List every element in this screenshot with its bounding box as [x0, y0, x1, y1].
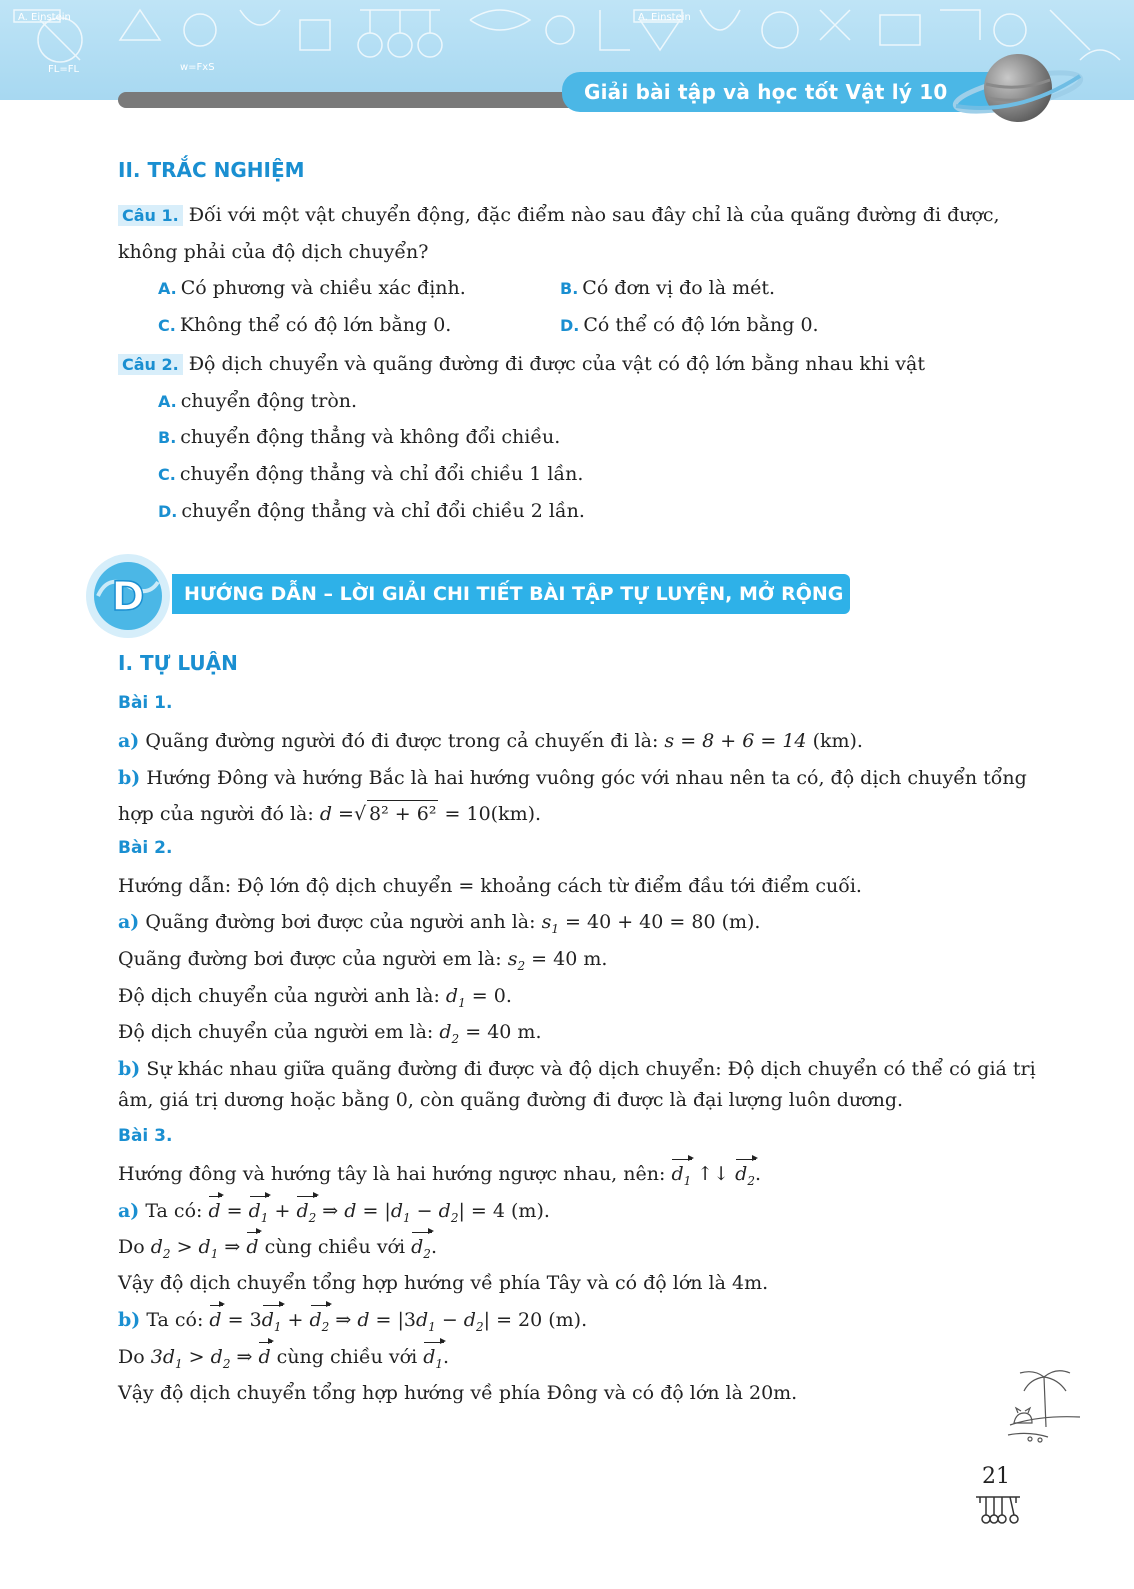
- bai-2-part-a: [118, 909, 760, 942]
- vector-d: d: [246, 1236, 259, 1258]
- doodle-text: w=FxS: [180, 62, 215, 73]
- symbol: $d_1$: [445, 985, 466, 1010]
- header-tab: [562, 72, 1002, 112]
- vector-d: d: [209, 1309, 222, 1331]
- text: cùng chiều với: [276, 1346, 418, 1368]
- symbol: $d_2 > d_1$: [150, 1236, 219, 1261]
- bai-3-heading: Bài 3.: [118, 1126, 173, 1146]
- q2-option-b: [158, 424, 560, 451]
- option-text: chuyển động thẳng và chỉ đổi chiều 2 lần.: [181, 500, 585, 522]
- planet-icon: [948, 44, 1088, 134]
- doodle-text: A. Einstein: [18, 12, 71, 23]
- q1-option-c: [158, 312, 451, 339]
- text: Hướng đông và hướng tây là hai hướng ngược nhau, nên:: [118, 1163, 666, 1185]
- cartoon-cat-palm-icon: [1000, 1365, 1082, 1445]
- bai-3-conclusion-2: Vậy độ dịch chuyển tổng hợp hướng về phía Đông và có độ lớn là 20m.: [118, 1382, 798, 1404]
- question-2: [118, 351, 925, 378]
- option-letter: B.: [158, 428, 177, 447]
- text: hợp của người đó là:: [118, 803, 314, 825]
- question-1: [118, 202, 1000, 229]
- symbol: $d_1 - d_2$: [390, 1200, 459, 1225]
- vector-d1: $d_1$: [671, 1161, 691, 1194]
- text: Ta có:: [145, 1200, 203, 1222]
- part-label: b): [118, 1309, 141, 1331]
- symbol: d: [357, 1309, 370, 1331]
- part-label: a): [118, 730, 140, 752]
- option-letter: C.: [158, 465, 176, 484]
- vector-d1: $d_1$: [249, 1198, 269, 1231]
- doodle-text: A. Einstein: [638, 12, 691, 23]
- formula: s = 8 + 6 = 14: [664, 730, 807, 752]
- option-letter: A.: [158, 392, 177, 411]
- option-text: Có thể có độ lớn bằng 0.: [583, 314, 819, 336]
- bai-3-intro: Hướng đông và hướng tây là hai hướng ngược nhau, nên: $d_1$ ↑↓ $d_2$.: [118, 1161, 761, 1194]
- unit: (km).: [490, 803, 542, 825]
- formula: = 40: [465, 1021, 512, 1043]
- unit: (m).: [721, 911, 761, 933]
- vector-d2: $d_2$: [735, 1161, 755, 1194]
- bai-3-part-a: a) Ta có: $d = d_1 + d_2$ ⇒ $d = |d_1 - d_2| = 4$ (m).: [118, 1198, 550, 1231]
- question-text: Độ dịch chuyển và quãng đường đi được của vật có độ lớn bằng nhau khi vật: [188, 353, 925, 375]
- vector-d2: $d_2$: [310, 1307, 330, 1340]
- q2-option-d: [158, 498, 585, 525]
- symbol: $s_2$: [507, 948, 526, 973]
- part-label: a): [118, 911, 140, 933]
- text: Hướng Đông và hướng Bắc là hai hướng vuông góc với nhau nên ta có, độ dịch chuyển tổng: [146, 767, 1027, 789]
- symbol: $d_2$: [439, 1021, 460, 1046]
- option-text: chuyển động thẳng và không đổi chiều.: [180, 426, 561, 448]
- book-title: Giải bài tập và học tốt Vật lý 10: [584, 80, 948, 104]
- bai-2-line-3: Độ dịch chuyển của người anh là: $d_1 = 0$.: [118, 985, 512, 1010]
- q2-option-a: [158, 388, 357, 415]
- text: Sự khác nhau giữa quãng đường đi được và độ dịch chuyển: Độ dịch chuyển có thể có giá trị: [146, 1058, 1036, 1080]
- unit: (km).: [812, 730, 863, 752]
- unit: m.: [517, 1021, 542, 1043]
- section-d-letter: D: [111, 574, 145, 620]
- unit: (m).: [548, 1309, 588, 1331]
- bai-3-do-1: Do $d_2 > d_1$ ⇒ d cùng chiều với $d_2$.: [118, 1234, 437, 1267]
- text: Độ dịch chuyển của người em là:: [118, 1021, 434, 1043]
- option-letter: A.: [158, 279, 177, 298]
- vector-d2: $d_2$: [411, 1234, 431, 1267]
- option-text: Có đơn vị đo là mét.: [582, 277, 776, 299]
- vector-d1: $d_1$: [423, 1344, 443, 1377]
- formula: = 40 + 40 = 80: [565, 911, 716, 933]
- symbol: $s_1$: [541, 911, 559, 936]
- formula-result: = 4: [470, 1200, 505, 1222]
- bai-3-do-2: Do $3d_1 > d_2$ ⇒ d cùng chiều với $d_1$.: [118, 1344, 449, 1377]
- q2-option-c: [158, 461, 583, 488]
- text: Quãng đường bơi được của người anh là:: [145, 911, 536, 933]
- q1-option-d: [560, 312, 819, 339]
- formula: = 0: [471, 985, 506, 1007]
- option-text: Không thể có độ lớn bằng 0.: [179, 314, 452, 336]
- formula-radicand: 8² + 6²: [367, 800, 438, 827]
- section-d-banner: [172, 574, 850, 614]
- bai-1-part-b: [118, 765, 1027, 791]
- newtons-cradle-icon: [974, 1494, 1022, 1528]
- question-1-line-2: không phải của độ dịch chuyển?: [118, 241, 429, 263]
- doodle-text: FL=FL: [48, 64, 80, 75]
- part-label: b): [118, 1058, 141, 1080]
- part-label: a): [118, 1200, 140, 1222]
- option-text: Có phương và chiều xác định.: [180, 277, 466, 299]
- bai-1-part-b-line-2: hợp của người đó là: d =√ 8² + 6² = 10(km).: [118, 800, 541, 827]
- text: Quãng đường bơi được của người em là:: [118, 948, 502, 970]
- page-number: 21: [982, 1464, 1010, 1489]
- question-label: Câu 2.: [118, 354, 183, 375]
- option-text: chuyển động thẳng và chỉ đổi chiều 1 lần.: [179, 463, 584, 485]
- text: Do: [118, 1346, 145, 1368]
- vector-d2: $d_2$: [296, 1198, 316, 1231]
- formula-lhs: d =: [319, 803, 354, 825]
- option-text: chuyển động tròn.: [180, 390, 358, 412]
- section-heading-trac-nghiem: II. TRẮC NGHIỆM: [118, 158, 305, 182]
- bai-2-heading: Bài 2.: [118, 838, 173, 858]
- section-d-title: HƯỚNG DẪN – LỜI GIẢI CHI TIẾT BÀI TẬP TỰ LUYỆN, MỞ RỘNG: [184, 583, 844, 605]
- option-letter: C.: [158, 316, 176, 335]
- part-label: b): [118, 767, 141, 789]
- unit: (m).: [511, 1200, 550, 1222]
- text: Do: [118, 1236, 145, 1258]
- bai-2-part-b: [118, 1056, 1036, 1082]
- q1-option-b: [560, 275, 775, 302]
- bai-1-part-a: [118, 728, 863, 754]
- formula: = 40: [531, 948, 578, 970]
- text: Độ dịch chuyển của người anh là:: [118, 985, 440, 1007]
- section-d-badge: [84, 552, 172, 640]
- text: Ta có:: [146, 1309, 204, 1331]
- symbol: d: [344, 1200, 357, 1222]
- option-letter: B.: [560, 279, 579, 298]
- q1-option-a: [158, 275, 466, 302]
- header-gray-bar: [118, 92, 578, 108]
- vector-d: d: [258, 1346, 271, 1368]
- bai-2-part-b-line-2: âm, giá trị dương hoặc bằng 0, còn quãng đường đi được là đại lượng luôn dương.: [118, 1089, 904, 1111]
- bai-2-line-4: [118, 1019, 541, 1052]
- question-label: Câu 1.: [118, 205, 183, 226]
- formula-rhs: = 10: [444, 803, 491, 825]
- bai-3-part-b: b) Ta có: $d = 3d_1 + d_2$ ⇒ $d = |3d_1 - d_2| = 20$ (m).: [118, 1307, 587, 1340]
- section-heading-tu-luan: I. TỰ LUẬN: [118, 651, 238, 675]
- bai-3-conclusion-1: Vậy độ dịch chuyển tổng hợp hướng về phía Tây và có độ lớn là 4m.: [118, 1272, 769, 1294]
- bai-2-line-2: [118, 946, 607, 979]
- symbol: $3d_1 > d_2$: [150, 1346, 231, 1371]
- text: Quãng đường người đó đi được trong cả chuyến đi là:: [145, 730, 659, 752]
- bai-1-heading: Bài 1.: [118, 693, 173, 713]
- unit: m.: [583, 948, 608, 970]
- option-letter: D.: [560, 316, 580, 335]
- question-text: Đối với một vật chuyển động, đặc điểm nào sau đây chỉ là của quãng đường đi được,: [188, 204, 1000, 226]
- option-letter: D.: [158, 502, 178, 521]
- vector-d1: $d_1$: [262, 1307, 282, 1340]
- text: cùng chiều với: [264, 1236, 406, 1258]
- formula-result: = 20: [496, 1309, 543, 1331]
- symbol: $d_1 - d_2$: [415, 1309, 484, 1334]
- vector-d: d: [208, 1200, 221, 1222]
- bai-2-hint: Hướng dẫn: Độ lớn độ dịch chuyển = khoảng cách từ điểm đầu tới điểm cuối.: [118, 875, 862, 897]
